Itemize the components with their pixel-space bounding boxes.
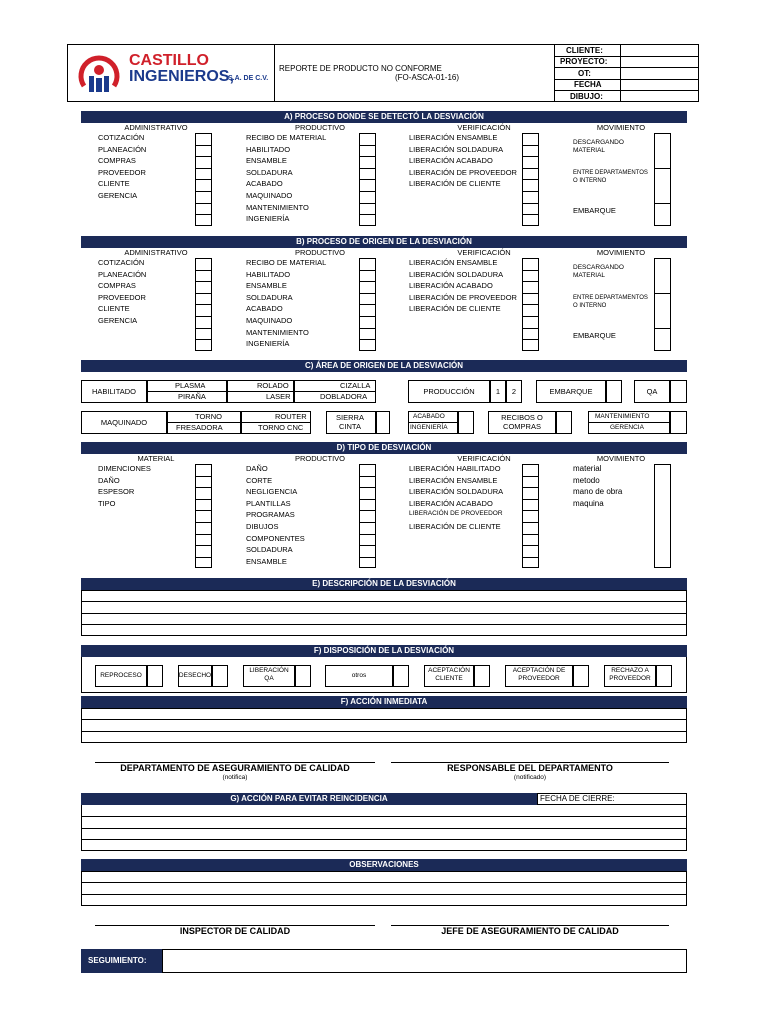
- section-a-prod-label: ENSAMBLE: [246, 156, 287, 166]
- immediate-action-area[interactable]: [81, 708, 687, 743]
- ingenieria-label: INGENIERÍA: [410, 424, 448, 431]
- otros-check[interactable]: [393, 665, 409, 687]
- section-d-mov-checks[interactable]: [654, 464, 671, 568]
- section-a-mov-label: DESCARGANDO MATERIAL: [573, 139, 624, 154]
- section-b-mov-label: EMBARQUE: [573, 331, 616, 340]
- section-b-prod-label: INGENIERÍA: [246, 339, 290, 349]
- section-d-title: D) TIPO DE DESVIACIÓN: [81, 442, 687, 454]
- liberacion-qa-label: LIBERACIÓN QA: [249, 667, 289, 682]
- section-a-header-1: PRODUCTIVO: [294, 123, 345, 132]
- field-cliente: CLIENTE:: [566, 46, 603, 55]
- section-d-mov-label: mano de obra: [573, 487, 623, 497]
- section-d-prod-checks[interactable]: [359, 464, 376, 568]
- section-d-material-checks[interactable]: [195, 464, 212, 568]
- company-logo: [74, 48, 270, 98]
- section-d-prod-label: NEGLIGENCIA: [246, 487, 298, 497]
- section-d-verif-label: LIBERACIÓN HABILITADO: [409, 464, 501, 473]
- section-d-verif-label: LIBERACIÓN SOLDADURA: [409, 487, 504, 497]
- section-a-prod-label: HABILITADO: [246, 144, 291, 154]
- ot-input[interactable]: [621, 68, 698, 78]
- section-a-mov-checks[interactable]: [654, 133, 671, 226]
- otros-label: otros: [351, 672, 367, 679]
- observaciones-title: OBSERVACIONES: [81, 859, 687, 871]
- section-a-verif-label: LIBERACIÓN DE CLIENTE: [409, 179, 501, 189]
- desecho-check[interactable]: [212, 665, 228, 687]
- section-b-mov-label: ENTRE DEPARTAMENTOS O INTERNO: [573, 295, 648, 309]
- section-d-prod-label: ENSAMBLE: [246, 556, 287, 566]
- section-a-admin-label: PLANEACIÓN: [98, 144, 147, 154]
- inspector-signature: INSPECTOR DE CALIDAD: [179, 926, 291, 936]
- section-a-header-0: ADMINISTRATIVO: [124, 123, 188, 132]
- recibos-compras-label: RECIBOS O COMPRAS: [501, 413, 543, 431]
- section-d-prod-label: PLANTILLAS: [246, 498, 291, 508]
- reproceso-check[interactable]: [147, 665, 163, 687]
- section-b-title: B) PROCESO DE ORIGEN DE LA DESVIACIÓN: [81, 236, 687, 248]
- section-f-title: F) DISPOSICIÓN DE LA DESVIACIÓN: [81, 645, 687, 657]
- section-b-prod-label: ENSAMBLE: [246, 281, 287, 291]
- section-b-header-0: ADMINISTRATIVO: [124, 248, 188, 257]
- logo-suffix: S.A. DE C.V.: [228, 75, 269, 82]
- section-a-verif-label: LIBERACIÓN ACABADO: [409, 156, 493, 166]
- plasma-label: PLASMA: [175, 381, 206, 390]
- sierra-cinta-label: SIERRA CINTA: [336, 413, 364, 431]
- closing-date-label: FECHA DE CIERRE:: [540, 794, 615, 803]
- pirana-label: PIRAÑA: [178, 392, 206, 401]
- section-a-title: A) PROCESO DONDE SE DETECTÓ LA DESVIACIÓN: [81, 111, 687, 123]
- aceptacion-cliente-check[interactable]: [474, 665, 490, 687]
- section-b-admin-label: GERENCIA: [98, 316, 138, 325]
- field-dibujo: DIBUJO:: [570, 92, 603, 101]
- recibos-check[interactable]: [556, 411, 572, 434]
- section-b-prod-label: SOLDADURA: [246, 292, 293, 302]
- liberacion-qa-check[interactable]: [295, 665, 311, 687]
- section-b-prod-label: RECIBO DE MATERIAL: [246, 258, 327, 267]
- section-a-header-3: MOVIMIENTO: [596, 123, 646, 132]
- qa-head-signature: JEFE DE ASEGURAMIENTO DE CALIDAD: [441, 926, 619, 936]
- section-a-prod-label: INGENIERÍA: [246, 214, 290, 224]
- section-a-prod-label: ACABADO: [246, 179, 283, 189]
- fresadora-label: FRESADORA: [176, 423, 223, 432]
- section-a-admin-label: GERENCIA: [98, 191, 138, 200]
- section-b-admin-label: COMPRAS: [98, 281, 136, 291]
- section-b-admin-label: COTIZACIÓN: [98, 258, 145, 267]
- section-c-title: C) ÁREA DE ORIGEN DE LA DESVIACIÓN: [81, 360, 687, 372]
- seguimiento-input[interactable]: [162, 949, 687, 973]
- logo-line2: INGENIEROS,: [129, 68, 234, 85]
- section-d-prod-label: CORTE: [246, 475, 273, 485]
- section-d-prod-label: SOLDADURA: [246, 545, 293, 555]
- aceptacion-proveedor-check[interactable]: [573, 665, 589, 687]
- section-d-verif-label: LIBERACIÓN DE PROVEEDOR: [409, 510, 503, 518]
- seguimiento-label: SEGUIMIENTO:: [88, 956, 147, 965]
- reproceso-label: REPROCESO: [100, 672, 142, 679]
- section-b-mov-label: DESCARGANDO MATERIAL: [573, 264, 624, 279]
- section-b-prod-label: MAQUINADO: [246, 316, 293, 325]
- dobladora-label: DOBLADORA: [320, 392, 368, 401]
- section-b-prod-label: MANTENIMIENTO: [246, 327, 309, 337]
- section-a-prod-label: RECIBO DE MATERIAL: [246, 133, 327, 142]
- section-d-verif-label: LIBERACIÓN DE CLIENTE: [409, 522, 501, 531]
- section-d-mov-label: metodo: [573, 475, 600, 485]
- section-a-prod-label: SOLDADURA: [246, 167, 293, 177]
- section-e-title: E) DESCRIPCIÓN DE LA DESVIACIÓN: [81, 578, 687, 590]
- form-code: (FO-ASCA-01-16): [395, 73, 460, 82]
- section-b-header-2: VERIFICACIÓN: [457, 248, 511, 257]
- section-d-mov-label: maquina: [573, 498, 604, 508]
- rechazo-proveedor-label: RECHAZO A PROVEEDOR: [609, 667, 651, 682]
- laser-label: LASER: [266, 392, 291, 401]
- section-d-prod-label: DAÑO: [246, 464, 268, 473]
- section-a-prod-label: MANTENIMIENTO: [246, 202, 309, 212]
- prod-2-label: 2: [511, 387, 517, 396]
- mantenimiento-label: MANTENIMIENTO: [595, 413, 650, 420]
- section-b-prod-label: ACABADO: [246, 304, 283, 314]
- section-b-admin-label: PLANEACIÓN: [98, 269, 147, 279]
- report-title: REPORTE DE PRODUCTO NO CONFORME: [279, 64, 442, 73]
- area-qa-label: QA: [646, 387, 658, 396]
- section-b-admin-label: CLIENTE: [98, 304, 130, 314]
- section-a-admin-label: COTIZACIÓN: [98, 133, 145, 142]
- section-b-header-3: MOVIMIENTO: [596, 248, 646, 257]
- aceptacion-cliente-label: ACEPTACIÓN CLIENTE: [428, 667, 470, 682]
- router-label: ROUTER: [275, 412, 307, 421]
- acabado-label: ACABADO: [413, 413, 445, 420]
- section-a-admin-label: PROVEEDOR: [98, 167, 146, 177]
- area-produccion-label: PRODUCCIÓN: [423, 387, 475, 396]
- section-a-admin-label: COMPRAS: [98, 156, 136, 166]
- area-maquinado-label: MAQUINADO: [100, 418, 148, 427]
- section-a-header-2: VERIFICACIÓN: [457, 123, 511, 132]
- qa-dept-signature: DEPARTAMENTO DE ASEGURAMIENTO DE CALIDAD: [120, 763, 350, 773]
- logo-line1: CASTILLO: [129, 52, 209, 69]
- aceptacion-proveedor-label: ACEPTACIÓN DE PROVEEDOR: [512, 667, 566, 682]
- desecho-label: DESECHO: [178, 672, 212, 679]
- section-d-material-label: ESPESOR: [98, 487, 135, 497]
- section-b-verif-label: LIBERACIÓN SOLDADURA: [409, 269, 504, 279]
- qa-check[interactable]: [670, 380, 687, 403]
- section-d-mov-label: material: [573, 464, 602, 473]
- section-b-verif-label: LIBERACIÓN DE CLIENTE: [409, 304, 501, 314]
- dept-responsible-sub: (notificado): [513, 774, 547, 781]
- section-b-verif-label: LIBERACIÓN ACABADO: [409, 281, 493, 291]
- area-habilitado-label: HABILITADO: [91, 387, 137, 396]
- section-b-prod-label: HABILITADO: [246, 269, 291, 279]
- section-a-mov-label: ENTRE DEPARTAMENTOS O INTERNO: [573, 170, 648, 184]
- torno-cnc-label: TORNO CNC: [258, 423, 304, 432]
- section-d-verif-label: LIBERACIÓN ACABADO: [409, 498, 493, 508]
- fecha-input[interactable]: [621, 80, 698, 89]
- field-ot: OT:: [578, 69, 591, 78]
- section-d-material-label: TIPO: [98, 498, 116, 508]
- section-d-header-2: VERIFICACIÓN: [457, 454, 511, 463]
- section-d-header-3: MOVIMIENTO: [596, 454, 646, 463]
- logo-mark-icon: [74, 48, 124, 98]
- prod-1-label: 1: [495, 387, 501, 396]
- section-d-material-label: DAÑO: [98, 475, 120, 485]
- section-d-material-label: DIMENCIONES: [98, 464, 151, 473]
- section-a-verif-label: LIBERACIÓN ENSAMBLE: [409, 133, 498, 142]
- sierra-check[interactable]: [376, 411, 390, 434]
- section-b-mov-checks[interactable]: [654, 258, 671, 351]
- cizalla-label: CIZALLA: [340, 381, 371, 390]
- rolado-label: ROLADO: [257, 381, 289, 390]
- dibujo-input[interactable]: [621, 91, 698, 101]
- observaciones-area[interactable]: [81, 871, 687, 906]
- section-a-mov-label: EMBARQUE: [573, 206, 616, 215]
- section-d-header-1: PRODUCTIVO: [294, 454, 345, 463]
- section-b-verif-label: LIBERACIÓN ENSAMBLE: [409, 258, 498, 267]
- embarque-check[interactable]: [606, 380, 622, 403]
- section-a-prod-label: MAQUINADO: [246, 191, 293, 200]
- field-proyecto: PROYECTO:: [560, 57, 608, 66]
- torno-label: TORNO: [195, 412, 222, 421]
- field-fecha: FECHA: [574, 80, 602, 89]
- section-d-header-0: MATERIAL: [137, 454, 175, 463]
- section-b-verif-label: LIBERACIÓN DE PROVEEDOR: [409, 292, 517, 302]
- section-d-prod-label: DIBUJOS: [246, 522, 279, 531]
- qa-dept-sub: (notifica): [222, 774, 248, 781]
- section-d-verif-checks[interactable]: [522, 464, 539, 568]
- gerencia-label: GERENCIA: [610, 424, 644, 431]
- section-b-header-1: PRODUCTIVO: [294, 248, 345, 257]
- section-a-verif-label: LIBERACIÓN SOLDADURA: [409, 144, 504, 154]
- section-d-verif-label: LIBERACIÓN ENSAMBLE: [409, 475, 498, 485]
- rechazo-proveedor-check[interactable]: [656, 665, 672, 687]
- area-embarque-label: EMBARQUE: [549, 387, 593, 396]
- dept-responsible-signature: RESPONSABLE DEL DEPARTAMENTO: [447, 763, 613, 773]
- cliente-input[interactable]: [621, 45, 698, 55]
- section-b-admin-label: PROVEEDOR: [98, 292, 146, 302]
- section-g-title: G) ACCIÓN PARA EVITAR REINCIDENCIA: [81, 793, 537, 805]
- section-d-prod-label: COMPONENTES: [246, 533, 305, 543]
- section-a-admin-label: CLIENTE: [98, 179, 130, 189]
- section-d-prod-label: PROGRAMAS: [246, 510, 295, 520]
- section-f2-title: F) ACCIÓN INMEDIATA: [81, 696, 687, 708]
- proyecto-input[interactable]: [621, 57, 698, 66]
- section-a-verif-label: LIBERACIÓN DE PROVEEDOR: [409, 167, 517, 177]
